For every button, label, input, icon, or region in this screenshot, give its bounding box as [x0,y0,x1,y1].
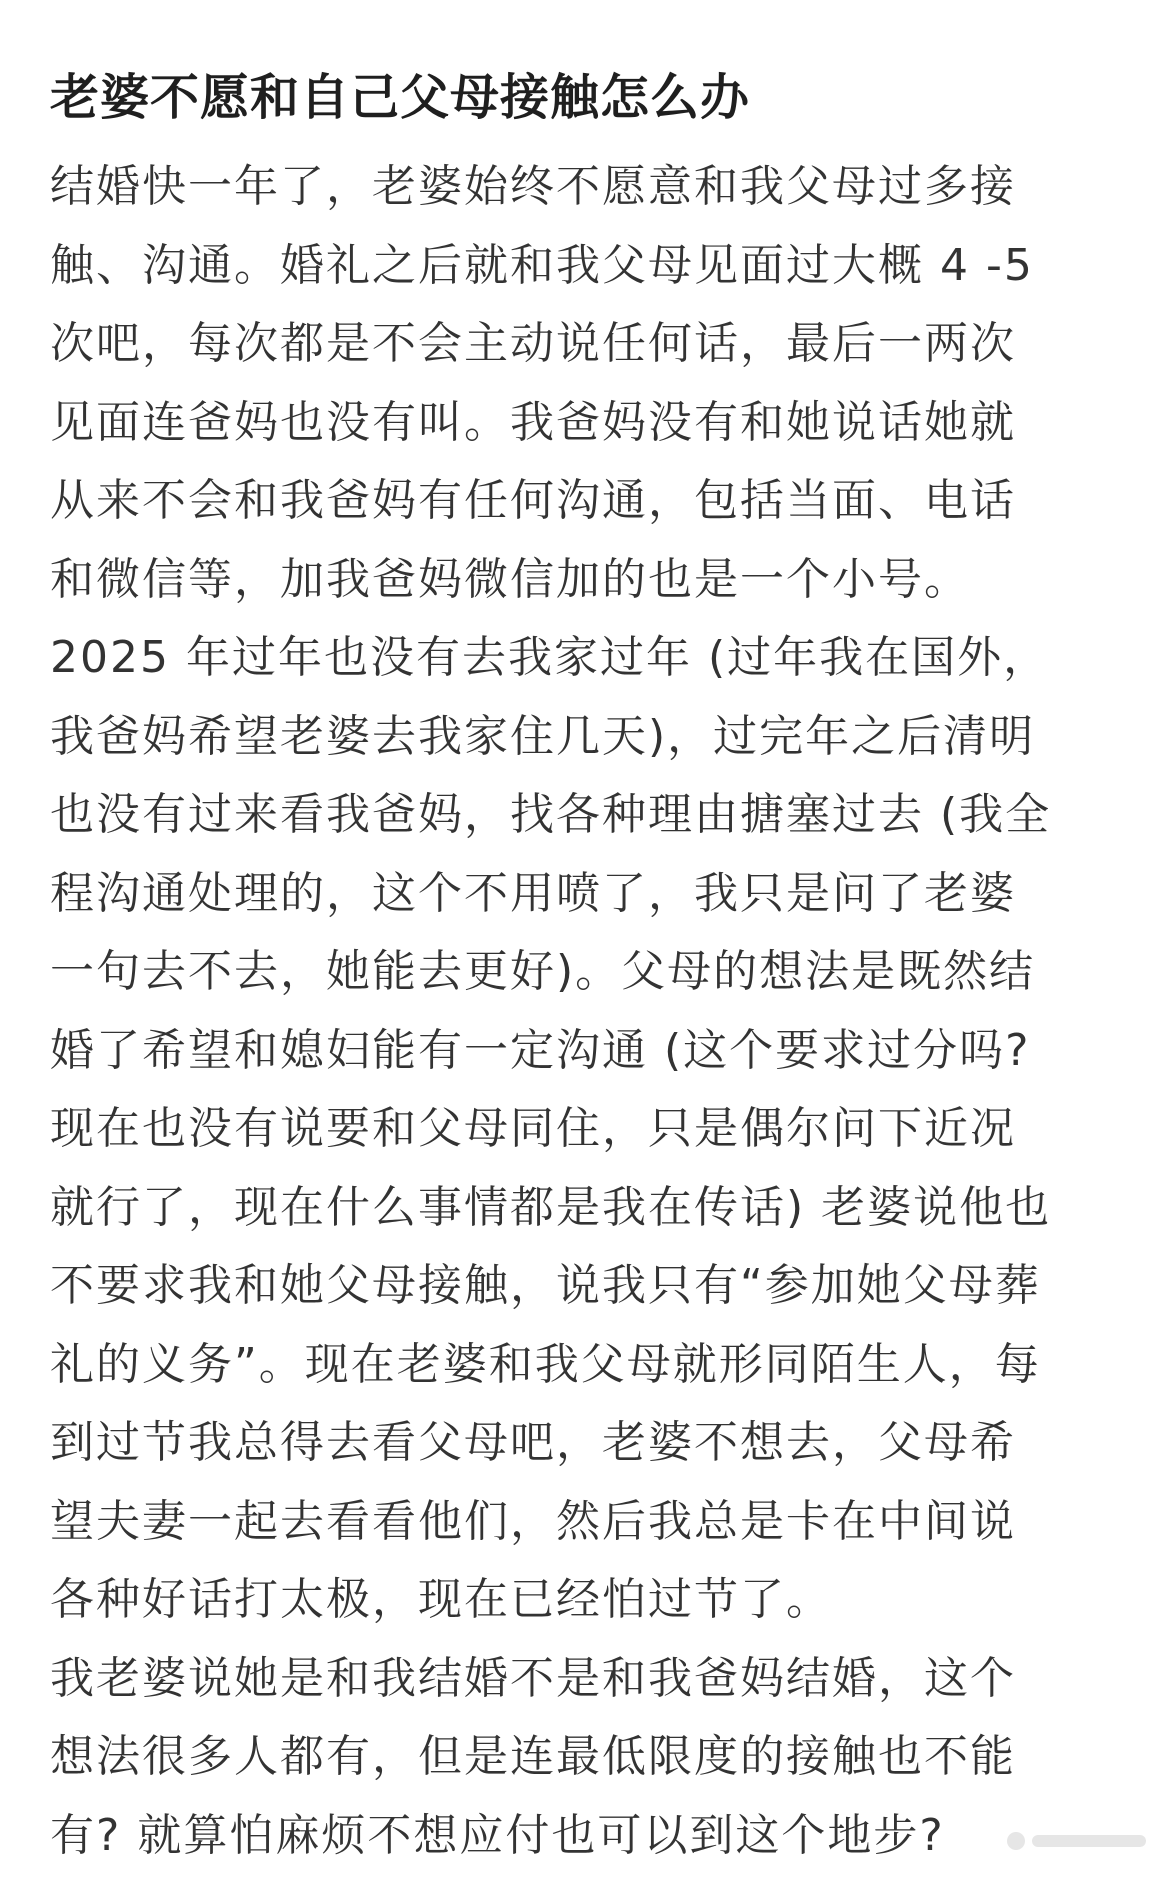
post-body-line: 到过节我总得去看父母吧，老婆不想去，父母希 [50,1417,1016,1468]
post-body-line: 从来不会和我爸妈有任何沟通，包括当面、电话 [50,475,1016,526]
post-body-line: 触、沟通。婚礼之后就和我父母见面过大概 4 -5 [50,239,1034,291]
post-body-line: 不要求我和她父母接触，说我只有“参加她父母葬 [50,1260,1041,1311]
post-body-line: 婚了希望和媳妇能有一定沟通 (这个要求过分吗? [50,1024,1031,1076]
post-body-line: 礼的义务”。现在老婆和我父母就形同陌生人，每 [50,1338,1041,1390]
watermark-logo [998,1823,1158,1859]
post-body-line: 望夫妻一起去看看他们，然后我总是卡在中间说 [50,1495,1016,1547]
post-body-line: 2025 年过年也没有去我家过年 (过年我在国外， [50,632,1050,683]
post-body-line: 现在也没有说要和父母同住，只是偶尔问下近况 [50,1103,1016,1154]
post-body-line: 有? 就算怕麻烦不想应付也可以到这个地步? [50,1809,945,1861]
post-title: 老婆不愿和自己父母接触怎么办 [50,69,751,126]
post-body-line: 就行了，现在什么事情都是我在传话) 老婆说他也 [50,1181,1052,1233]
post-body [50,148,1120,1875]
post-body-line: 次吧，每次都是不会主动说任何话，最后一两次 [50,318,1016,369]
post-body-line: 结婚快一年了，老婆始终不愿意和我父母过多接 [50,161,1016,212]
post-body-line: 也没有过来看我爸妈，找各种理由搪塞过去 (我全 [50,789,1052,840]
post-body-line: 想法很多人都有，但是连最低限度的接触也不能 [50,1731,1016,1782]
post [50,58,1120,1875]
post-body-line: 和微信等，加我爸妈微信加的也是一个小号。 [50,553,970,605]
post-body-line: 一句去不去，她能去更好)。父母的想法是既然结 [50,946,1036,997]
post-body-line: 程沟通处理的，这个不用喷了，我只是问了老婆 [50,867,1016,919]
post-body-line: 我爸妈希望老婆去我家住几天)，过完年之后清明 [50,710,1036,762]
post-body-line: 各种好话打太极，现在已经怕过节了。 [50,1574,832,1625]
post-body-line: 见面连爸妈也没有叫。我爸妈没有和她说话她就 [50,396,1016,448]
post-body-line: 我老婆说她是和我结婚不是和我爸妈结婚，这个 [50,1652,1016,1704]
